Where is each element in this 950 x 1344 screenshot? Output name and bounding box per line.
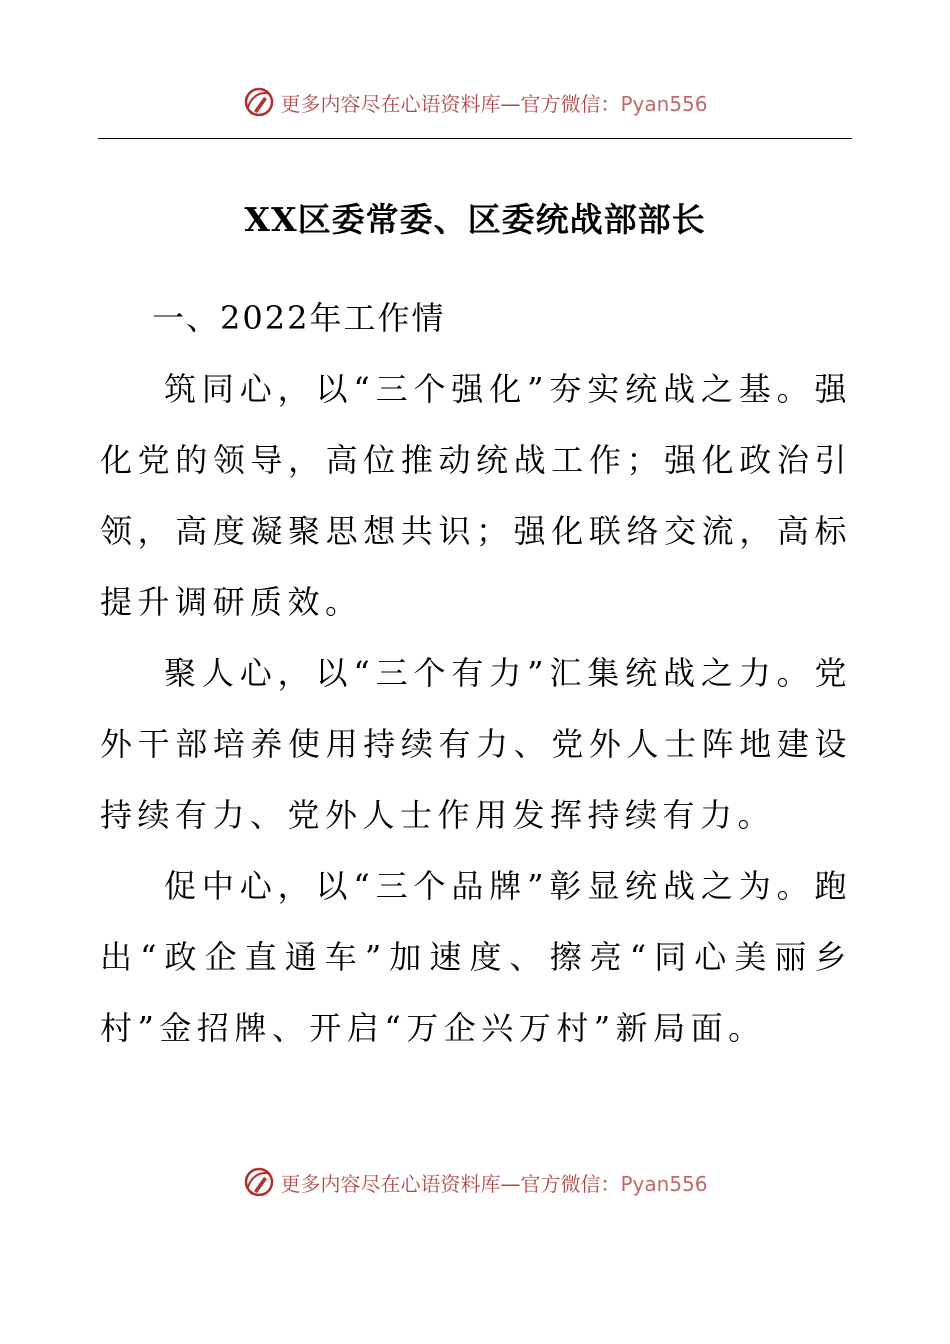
header-divider (98, 138, 852, 139)
document-body (100, 283, 852, 1064)
footer-banner (0, 1162, 950, 1202)
pen-nib-swirl-logo-icon (242, 85, 276, 119)
section-heading: 一、2022年工作情 (152, 299, 446, 337)
footer-banner-text (280, 1168, 707, 1197)
header-banner-text (280, 88, 707, 117)
header-banner (0, 82, 950, 122)
pen-nib-swirl-logo-icon (242, 1165, 276, 1199)
header-banner-id: Pyan556 (620, 91, 708, 116)
header-banner-cn: 更多内容尽在心语资料库—官方微信： (280, 91, 621, 116)
document-title: XX区委常委、区委统战部部长 (244, 200, 706, 239)
paragraph-2: 聚人心，以“三个有力”汇集统战之力。党外干部培养使用持续有力、党外人士阵地建设持续有力、党外人士作用发挥持续有力。 (100, 654, 852, 834)
paragraph-3: 促中心，以“三个品牌”彰显统战之为。跑出“政企直通车”加速度、擦亮“同心美丽乡村”金招牌、开启“万企兴万村”新局面。 (100, 867, 852, 1047)
footer-banner-cn: 更多内容尽在心语资料库—官方微信： (280, 1171, 621, 1196)
footer-banner-id: Pyan556 (620, 1171, 708, 1196)
paragraph-1: 筑同心，以“三个强化”夯实统战之基。强化党的领导，高位推动统战工作；强化政治引领，高度凝聚思想共识；强化联络交流，高标提升调研质效。 (100, 370, 852, 621)
